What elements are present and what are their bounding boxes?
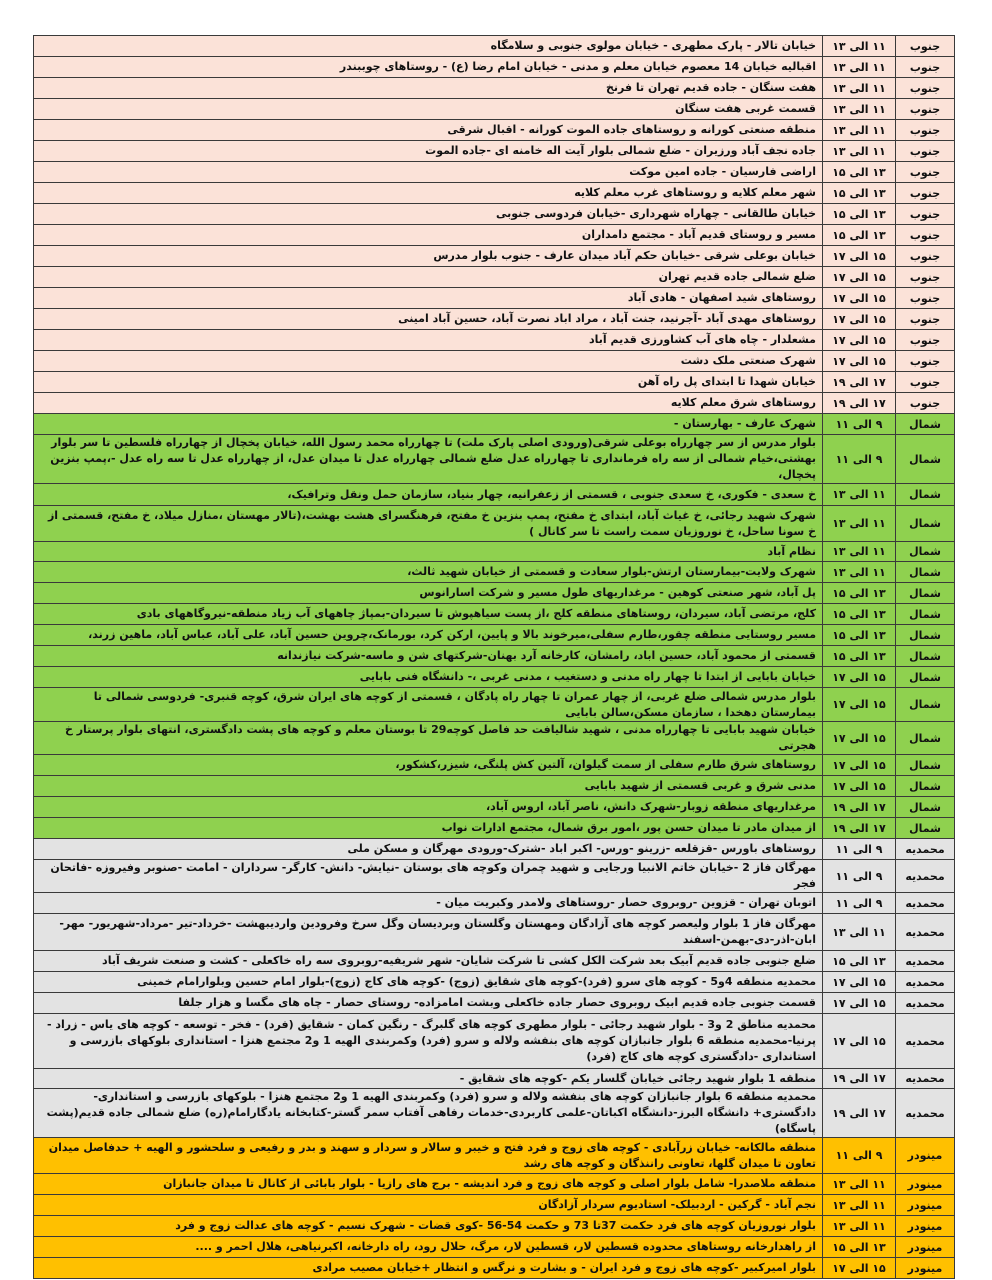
outage-schedule-table (33, 35, 955, 1279)
areas-cell: بلوار امیرکبیر -کوچه های زوج و فرد ایران - و بشارت و نرگس و انتظار +خیابان مصیب مرادی (34, 1258, 823, 1279)
time-cell: ۱۵ الی ۱۷ (823, 267, 896, 288)
areas-cell: مهرگان فاز 1 بلوار ولیعصر کوچه های آزادگان ومهستان وگلستان وبردیسان وگل سرخ وفرودین واردیبهشت -خرداد-تیر -مرداد-شهریور- مهر-ابان-اذر-دی-بهمن-اسفند (34, 914, 823, 951)
region-cell: شمال (896, 435, 955, 484)
time-cell: ۱۷ الی ۱۹ (823, 1089, 896, 1138)
table-row (34, 722, 955, 755)
time-cell: ۱۵ الی ۱۷ (823, 288, 896, 309)
areas-cell: اتوبان تهران - قزوین -روبروی حصار -روستاهای ولامدر وکبریت میان - (34, 893, 823, 914)
time-cell: ۹ الی ۱۱ (823, 1138, 896, 1174)
areas-cell: بلوار نوروزیان کوچه های فرد حکمت 37تا 73 و حکمت 54-56 -کوی قضات - شهرک نسیم - کوچه های عدالت زوج و فرد (34, 1216, 823, 1237)
time-cell: ۱۵ الی ۱۷ (823, 776, 896, 797)
region-cell: شمال (896, 667, 955, 688)
region-cell: جنوب (896, 99, 955, 120)
region-cell: جنوب (896, 372, 955, 393)
region-cell: جنوب (896, 267, 955, 288)
areas-cell: از میدان مادر تا میدان حسن پور ،امور برق شمال، مجتمع ادارات نواب (34, 818, 823, 839)
areas-cell: شهرک شهید رجائی، خ غیاث آباد، ابتدای خ مفتح، پمپ بنزین خ مفتح، فرهنگسرای هشت بهشت،(تالار مهستان ،منازل میلاد، خ مفتح، قسمتی از خ سونا ساحل، خ نوروزیان سمت راست تا سر کانال ) (34, 506, 823, 542)
areas-cell: جاده نجف آباد ورزیران - ضلع شمالی بلوار آیت اله خامنه ای -جاده الموت (34, 141, 823, 162)
region-cell: شمال (896, 776, 955, 797)
region-cell: شمال (896, 818, 955, 839)
areas-cell: شهرک عارف - بهارستان - (34, 414, 823, 435)
time-cell: ۱۷ الی ۱۹ (823, 1069, 896, 1089)
table-row (34, 414, 955, 435)
areas-cell: مدنی شرق و غربی قسمتی از شهید بابایی (34, 776, 823, 797)
time-cell: ۱۷ الی ۱۹ (823, 797, 896, 818)
region-cell: محمدیه (896, 972, 955, 993)
areas-cell: خیابان بوعلی شرقی -خیابان حکم آباد میدان عارف - جنوب بلوار مدرس (34, 246, 823, 267)
table-row (34, 393, 955, 414)
areas-cell: محمدیه منطقه 6 بلوار جانبازان کوچه های بنفشه ولاله و سرو (فرد) وکمربندی الهیه 1 و2 مجتمع هنزا - بلوکهای بازرسی و استانداری-دادگستری+ دانشگاه البرز-دانشگاه اکباتان-علمی کاربردی-خدمات رفاهی آفتاب سمر گستر-کتابخانه یادگارامام(ره) ضلع شمالی جاده قدیم(پشت پاسگاه) (34, 1089, 823, 1138)
time-cell: ۱۳ الی ۱۵ (823, 625, 896, 646)
time-cell: ۱۳ الی ۱۵ (823, 225, 896, 246)
time-cell: ۱۳ الی ۱۵ (823, 604, 896, 625)
table-row (34, 1138, 955, 1174)
time-cell: ۱۳ الی ۱۵ (823, 204, 896, 225)
table-row (34, 562, 955, 583)
areas-cell: اقبالیه خیابان 14 معصوم خیابان معلم و مدنی - خیابان امام رضا (ع) - روستاهای چوببندر (34, 57, 823, 78)
region-cell: شمال (896, 646, 955, 667)
region-cell: مینودر (896, 1174, 955, 1195)
table-row (34, 625, 955, 646)
table-row (34, 225, 955, 246)
region-cell: جنوب (896, 183, 955, 204)
region-cell: جنوب (896, 141, 955, 162)
table-row (34, 288, 955, 309)
region-cell: جنوب (896, 309, 955, 330)
region-cell: محمدیه (896, 914, 955, 951)
areas-cell: خیابان طالقانی - چهاراه شهرداری -خیابان فردوسی جنوبی (34, 204, 823, 225)
areas-cell: قسمت غربی هفت سنگان (34, 99, 823, 120)
areas-cell: خیابان تالار - پارک مطهری - خیابان مولوی جنوبی و سلامگاه (34, 36, 823, 57)
region-cell: محمدیه (896, 951, 955, 972)
table-row (34, 36, 955, 57)
areas-cell: پل آباد، شهر صنعتی کوهین - مرغداریهای طول مسیر و شرکت اسارانوس (34, 583, 823, 604)
time-cell: ۱۳ الی ۱۵ (823, 646, 896, 667)
table-row (34, 972, 955, 993)
region-cell: شمال (896, 722, 955, 755)
time-cell: ۱۱ الی ۱۳ (823, 1195, 896, 1216)
time-cell: ۱۵ الی ۱۷ (823, 667, 896, 688)
table-row (34, 776, 955, 797)
time-cell: ۱۵ الی ۱۷ (823, 722, 896, 755)
time-cell: ۱۱ الی ۱۳ (823, 1216, 896, 1237)
region-cell: جنوب (896, 36, 955, 57)
time-cell: ۱۱ الی ۱۳ (823, 1174, 896, 1195)
areas-cell: اراضی فارسیان - جاده امین موکت (34, 162, 823, 183)
table-row (34, 1237, 955, 1258)
areas-cell: نظام آباد (34, 542, 823, 562)
areas-cell: خ سعدی - فکوری، خ سعدی جنوبی ، قسمتی از زعفرانیه، چهار بنیاد، سازمان حمل ونقل وترافیک، (34, 484, 823, 506)
areas-cell: از راهدارخانه روستاهای محدوده قسطین لار، قسطین لار، مرگ، حلال رود، راه دارخانه، اکبرنیاهی، هلال احمر و .... (34, 1237, 823, 1258)
areas-cell: ضلع شمالی جاده قدیم تهران (34, 267, 823, 288)
region-cell: محمدیه (896, 1014, 955, 1069)
time-cell: ۱۱ الی ۱۳ (823, 141, 896, 162)
table-row (34, 1195, 955, 1216)
areas-cell: منطقه ملاصدرا- شامل بلوار اصلی و کوچه های زوج و فرد اندیشه - برج های رازیا - بلوار بابائی از کانال تا میدان جانبازان (34, 1174, 823, 1195)
time-cell: ۱۱ الی ۱۳ (823, 120, 896, 141)
table-row (34, 1258, 955, 1279)
time-cell: ۱۱ الی ۱۳ (823, 914, 896, 951)
table-row (34, 351, 955, 372)
time-cell: ۹ الی ۱۱ (823, 435, 896, 484)
table-row (34, 99, 955, 120)
table-row (34, 818, 955, 839)
time-cell: ۱۱ الی ۱۳ (823, 78, 896, 99)
areas-cell: شهرک ولایت-بیمارستان ارتش-بلوار سعادت و قسمتی از خیابان شهید ثالث، (34, 562, 823, 583)
time-cell: ۱۵ الی ۱۷ (823, 688, 896, 722)
areas-cell: محمدیه مناطق 2 و3 - بلوار شهید رجائی - بلوار مطهری کوچه های گلبرگ - رنگین کمان - شقایق (فرد) - فخر - توسعه - کوچه های یاس - زراد - پرنیا-محمدیه منطقه 6 بلوار جانبازان کوچه های بنفشه ولاله و سرو (فرد) وکمربندی الهیه 1 و2 مجتمع هنزا - استانداری بلوکهای بازرسی و استانداری -دادگستری کوچه های کاج (فرد) (34, 1014, 823, 1069)
table-row (34, 309, 955, 330)
time-cell: ۱۵ الی ۱۷ (823, 309, 896, 330)
time-cell: ۱۵ الی ۱۷ (823, 755, 896, 776)
table-row (34, 372, 955, 393)
region-cell: محمدیه (896, 839, 955, 860)
time-cell: ۱۵ الی ۱۷ (823, 246, 896, 267)
time-cell: ۱۷ الی ۱۹ (823, 393, 896, 414)
time-cell: ۱۳ الی ۱۵ (823, 162, 896, 183)
region-cell: جنوب (896, 162, 955, 183)
region-cell: جنوب (896, 225, 955, 246)
table-row (34, 860, 955, 893)
time-cell: ۹ الی ۱۱ (823, 860, 896, 893)
region-cell: محمدیه (896, 860, 955, 893)
time-cell: ۱۱ الی ۱۳ (823, 99, 896, 120)
region-cell: محمدیه (896, 893, 955, 914)
table-row (34, 951, 955, 972)
region-cell: جنوب (896, 57, 955, 78)
region-cell: جنوب (896, 351, 955, 372)
region-cell: شمال (896, 797, 955, 818)
table-row (34, 78, 955, 99)
schedule-body (34, 36, 955, 1279)
time-cell: ۱۱ الی ۱۳ (823, 542, 896, 562)
region-cell: شمال (896, 506, 955, 542)
table-row (34, 1174, 955, 1195)
time-cell: ۱۵ الی ۱۷ (823, 1258, 896, 1279)
areas-cell: روستاهای شرق طارم سفلی از سمت گیلوان، آلتین کش پلنگی، شیزر،کشکور، (34, 755, 823, 776)
areas-cell: محمدیه منطقه 4و5 - کوچه های سرو (فرد)-کوچه های شقایق (زوج) -کوچه های کاج (زوج)-بلوار امام حسین وبلوارامام خمینی (34, 972, 823, 993)
table-row (34, 755, 955, 776)
region-cell: جنوب (896, 393, 955, 414)
areas-cell: روستاهای شید اصفهان - هادی آباد (34, 288, 823, 309)
areas-cell: قسمت جنوبی جاده قدیم ابیک روبروی حصار جاده خاکعلی وبشت امامزاده- روستای حصار - چاه های مگسا و هزار جلفا (34, 993, 823, 1014)
areas-cell: خیابان شهدا تا ابتدای پل راه آهن (34, 372, 823, 393)
time-cell: ۹ الی ۱۱ (823, 893, 896, 914)
region-cell: شمال (896, 484, 955, 506)
areas-cell: منطقه 1 بلوار شهید رجائی خیابان گلسار یکم -کوچه های شقایق - (34, 1069, 823, 1089)
table-row (34, 183, 955, 204)
table-row (34, 688, 955, 722)
table-row (34, 914, 955, 951)
areas-cell: خیابان بابایی از ابتدا تا چهار راه مدنی و دستغیب ، مدنی غربی ،- دانشگاه فنی بابایی (34, 667, 823, 688)
table-row (34, 542, 955, 562)
areas-cell: منطقه صنعتی کورانه و روستاهای جاده الموت کورانه - اقبال شرقی (34, 120, 823, 141)
time-cell: ۱۳ الی ۱۵ (823, 1237, 896, 1258)
time-cell: ۱۵ الی ۱۷ (823, 330, 896, 351)
table-row (34, 1014, 955, 1069)
areas-cell: مشعلدار - چاه های آب کشاورزی قدیم آباد (34, 330, 823, 351)
region-cell: محمدیه (896, 1069, 955, 1089)
time-cell: ۱۷ الی ۱۹ (823, 372, 896, 393)
areas-cell: مسیر روستایی منطقه چقور،طارم سفلی،میرخوند بالا و پایین، ارکن کرد، بورمانک،چروین حسین آباد، علی آباد، عباس آباد، ماهین زرند، (34, 625, 823, 646)
region-cell: جنوب (896, 330, 955, 351)
time-cell: ۱۱ الی ۱۳ (823, 484, 896, 506)
region-cell: شمال (896, 604, 955, 625)
region-cell: شمال (896, 542, 955, 562)
table-row (34, 506, 955, 542)
table-row (34, 267, 955, 288)
areas-cell: نجم آباد - گرکین - اردبیلک- استادیوم سردار آزادگان (34, 1195, 823, 1216)
table-row (34, 246, 955, 267)
table-row (34, 667, 955, 688)
time-cell: ۹ الی ۱۱ (823, 839, 896, 860)
table-row (34, 484, 955, 506)
region-cell: شمال (896, 583, 955, 604)
time-cell: ۱۵ الی ۱۷ (823, 993, 896, 1014)
table-row (34, 141, 955, 162)
areas-cell: مهرگان فاز 2 -خیابان خاتم الانبیا ورجایی و شهید چمران وکوچه های بوستان -نیایش- دانش- کارگر- سرداران - امامت -صنوبر وفیروزه -فاتحان فجر (34, 860, 823, 893)
table-row (34, 330, 955, 351)
areas-cell: روستاهای شرق معلم کلایه (34, 393, 823, 414)
areas-cell: منطقه مالکانه- خیابان زرآبادی - کوچه های زوج و فرد فتح و خیبر و سالار و سردار و سهند و بدر و رفیعی و سلحشور و الهیه + حدفاصل میدان تعاون تا میدان گلها، تعاونی راننذگان و کوچه های رشد (34, 1138, 823, 1174)
time-cell: ۱۵ الی ۱۷ (823, 1014, 896, 1069)
areas-cell: شهر معلم کلایه و روستاهای غرب معلم کلایه (34, 183, 823, 204)
region-cell: جنوب (896, 246, 955, 267)
region-cell: مینودر (896, 1258, 955, 1279)
areas-cell: ضلع جنوبی جاده قدیم آبیک بعد شرکت الکل کشی تا شرکت شایان- شهر شریفیه-روبروی سه راه خاکعلی - کشت و صنعت شریف آباد (34, 951, 823, 972)
time-cell: ۱۱ الی ۱۳ (823, 57, 896, 78)
time-cell: ۱۵ الی ۱۷ (823, 972, 896, 993)
areas-cell: روستاهای مهدی آباد -آجرنید، جنت آباد ، مراد اباد نصرت آباد، حسین آباد امینی (34, 309, 823, 330)
time-cell: ۱۳ الی ۱۵ (823, 951, 896, 972)
table-row (34, 893, 955, 914)
time-cell: ۱۱ الی ۱۳ (823, 506, 896, 542)
table-row (34, 604, 955, 625)
areas-cell: کلج، مرتضی آباد، سیردان، روستاهای منطقه کلج ،از پست سیاهپوش تا سیردان-بمپاژ چاههای آب زیاد منطقه-نیروگاههای بادی (34, 604, 823, 625)
table-row (34, 120, 955, 141)
areas-cell: بلوار مدرس از سر چهارراه بوعلی شرقی(ورودی اصلی پارک ملت) تا چهارراه محمد رسول الله، خیابان پخچال از چهارراه فلسطین تا سر بلوار بهشتی،خیام شمالی از سه راه فرمانداری تا چهارراه عدل ضلع شمالی چهارراه عدل تا میدان عدل، از چهارراه عدل تا سه راه عدل -،پمپ بنزین پخچال، (34, 435, 823, 484)
region-cell: محمدیه (896, 993, 955, 1014)
time-cell: ۱۳ الی ۱۵ (823, 183, 896, 204)
region-cell: مینودر (896, 1195, 955, 1216)
region-cell: جنوب (896, 120, 955, 141)
time-cell: ۱۱ الی ۱۳ (823, 36, 896, 57)
table-row (34, 839, 955, 860)
region-cell: مینودر (896, 1138, 955, 1174)
time-cell: ۱۷ الی ۱۹ (823, 818, 896, 839)
time-cell: ۱۳ الی ۱۵ (823, 583, 896, 604)
table-row (34, 1089, 955, 1138)
table-row (34, 993, 955, 1014)
areas-cell: شهرک صنعتی ملک دشت (34, 351, 823, 372)
region-cell: جنوب (896, 204, 955, 225)
region-cell: محمدیه (896, 1089, 955, 1138)
areas-cell: خیابان شهید بابایی تا چهارراه مدنی ، شهید شالیافت حد فاصل کوچه29 تا بوستان معلم و کوچه های پشت دادگستری، انتهای بلوار پرستار خ هجرتی (34, 722, 823, 755)
areas-cell: بلوار مدرس شمالی ضلع غربی، از چهار عمران تا چهار راه پادگان ، قسمتی از کوچه های ایران شرق، کوچه قنبری- فردوسی شمالی تا بیمارستان دهخدا ، سازمان مسکن،سالن بابایی (34, 688, 823, 722)
areas-cell: مرغداریهای منطقه زوبار-شهرک دانش، ناصر آباد، اروس آباد، (34, 797, 823, 818)
time-cell: ۹ الی ۱۱ (823, 414, 896, 435)
region-cell: مینودر (896, 1216, 955, 1237)
table-row (34, 583, 955, 604)
region-cell: شمال (896, 755, 955, 776)
table-row (34, 435, 955, 484)
time-cell: ۱۱ الی ۱۳ (823, 562, 896, 583)
table-row (34, 797, 955, 818)
table-row (34, 646, 955, 667)
table-row (34, 1069, 955, 1089)
region-cell: مینودر (896, 1237, 955, 1258)
table-row (34, 162, 955, 183)
table-row (34, 57, 955, 78)
areas-cell: روستاهای باورس -قزقلعه -زرینو -ورس- اکبر اباد -شترک-ورودی مهرگان و مسکن ملی (34, 839, 823, 860)
region-cell: شمال (896, 562, 955, 583)
areas-cell: هفت سنگان - جاده قدیم تهران تا فرنخ (34, 78, 823, 99)
time-cell: ۱۵ الی ۱۷ (823, 351, 896, 372)
areas-cell: قسمتی از محمود آباد، حسین اباد، رامشان، کارخانه آرد بهنان-شرکتهای شن و ماسه-شرکت نیازندانه (34, 646, 823, 667)
region-cell: شمال (896, 688, 955, 722)
areas-cell: مسیر و روستای قدیم آباد - مجتمع دامداران (34, 225, 823, 246)
region-cell: شمال (896, 625, 955, 646)
region-cell: جنوب (896, 288, 955, 309)
region-cell: جنوب (896, 78, 955, 99)
table-row (34, 204, 955, 225)
region-cell: شمال (896, 414, 955, 435)
table-row (34, 1216, 955, 1237)
